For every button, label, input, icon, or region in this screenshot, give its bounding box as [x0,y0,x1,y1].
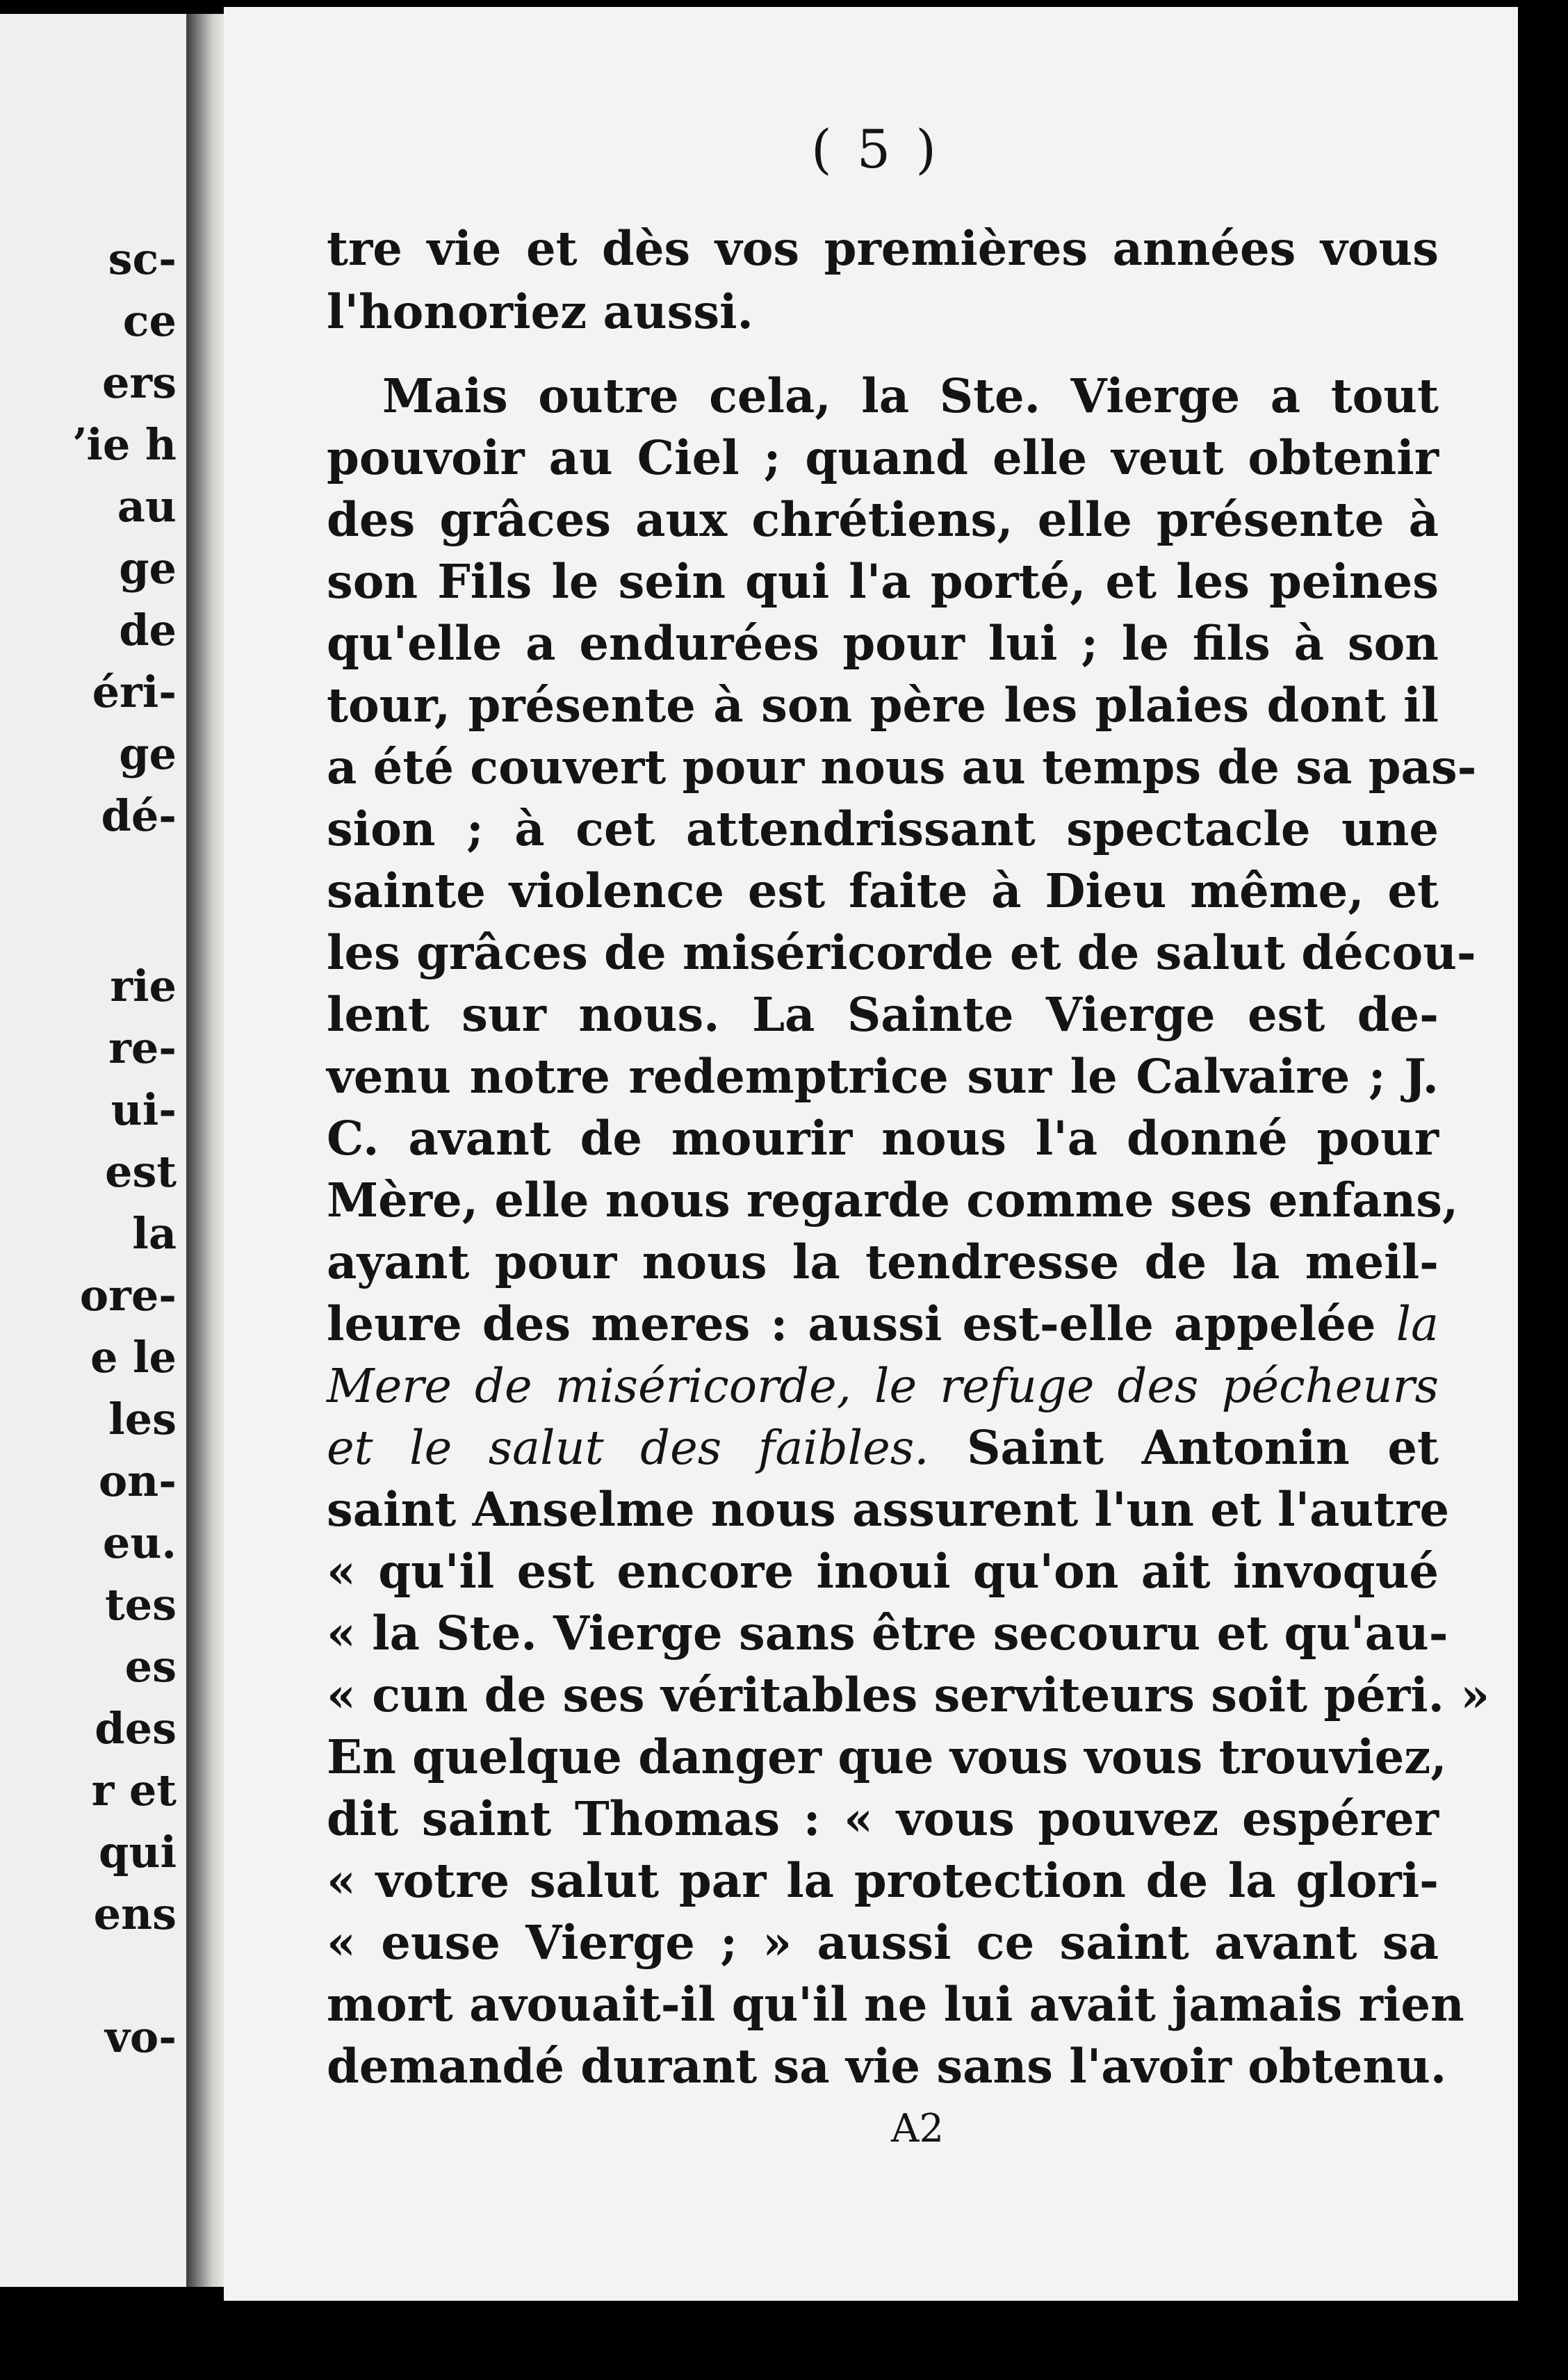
text-line: leure des meres : aussi est-elle appelée la [327,1296,1439,1351]
text-line: des grâces aux chrétiens, elle présente à [327,492,1439,547]
left-page-fragment: re- [108,1022,177,1073]
left-page-fragment: sc- [108,234,177,284]
text-line: saint Anselme nous assurent l'un et l'autre [327,1482,1450,1537]
text-line: Mere de miséricorde, le refuge des pécheurs [327,1359,1439,1413]
left-page-fragment: ens [93,1889,177,1939]
text-line: et le salut des faibles. Saint Antonin et [327,1420,1439,1475]
left-page-fragment: qui [99,1827,177,1877]
left-page-fragment: rie [110,961,177,1011]
text-line: En quelque danger que vous vous trouviez, [327,1729,1447,1784]
left-page-fragment: est [105,1146,177,1197]
text-line: tre vie et dès vos premières années vous [327,221,1439,276]
left-page-fragment: tes [105,1579,177,1630]
text-line: son Fils le sein qui l'a porté, et les peines [327,554,1439,609]
text-line: « euse Vierge ; » aussi ce saint avant sa [327,1915,1439,1970]
left-page-fragment: des [95,1703,177,1754]
text-line: l'honoriez aussi. [327,284,753,339]
left-page-fragment: ge [119,543,177,594]
left-page-fragment: ers [101,357,177,408]
left-page-fragment: r et [91,1765,177,1816]
left-page [0,14,189,2287]
text-line: mort avouait-il qu'il ne lui avait jamais rien [327,1977,1464,2032]
left-page-fragment: éri- [92,667,177,717]
left-page-fragment: ce [122,295,177,346]
left-page-fragment: ui- [111,1084,177,1135]
text-line: tour, présente à son père les plaies dont il [327,678,1439,733]
text-line: C. avant de mourir nous l'a donné pour [327,1111,1439,1166]
text-line: « la Ste. Vierge sans être secouru et qu'au- [327,1606,1448,1661]
text-line: qu'elle a endurées pour lui ; le fils à son [327,616,1439,671]
left-page-fragment: es [124,1641,177,1692]
text-line: demandé durant sa vie sans l'avoir obtenu. [327,2039,1447,2094]
text-line: « qu'il est encore inoui qu'on ait invoqué [327,1544,1439,1599]
text-line: « cun de ses véritables serviteurs soit péri. » [327,1668,1490,1722]
text-line: Mère, elle nous regarde comme ses enfans, [327,1173,1459,1228]
text-line: venu notre redemptrice sur le Calvaire ; J. [327,1049,1439,1104]
left-page-fragment: au [117,481,177,532]
book-gutter [186,14,224,2287]
text-line: sainte violence est faite à Dieu même, et [327,863,1439,918]
text-line: sion ; à cet attendrissant spectacle une [327,801,1439,856]
text-line: a été couvert pour nous au temps de sa pas- [327,740,1477,794]
left-page-fragment: ʼie h [71,419,177,470]
left-page-fragment: ge [119,728,177,779]
page-number: ( 5 ) [811,118,940,180]
left-page-fragment: eu. [102,1517,177,1568]
left-page-fragment: on- [98,1456,177,1506]
left-page-fragment: de [119,605,177,655]
left-page-fragment: la [132,1208,177,1259]
text-line: « votre salut par la protection de la glori- [327,1853,1439,1908]
text-line: pouvoir au Ciel ; quand elle veut obtenir [327,430,1439,485]
text-line: ayant pour nous la tendresse de la meil- [327,1234,1439,1289]
text-line: lent sur nous. La Sainte Vierge est de- [327,987,1439,1042]
left-page-fragment: e le [90,1332,177,1383]
left-page-fragment: ore- [79,1270,177,1321]
paragraph-start: Mais outre cela, la Ste. Vierge a tout [382,368,1439,423]
text-line: dit saint Thomas : « vous pouvez espérer [327,1791,1439,1846]
left-page-fragment: vo- [104,2012,177,2062]
left-page-fragment: dé- [101,790,177,841]
left-page-fragment: les [108,1394,177,1444]
text-line: les grâces de miséricorde et de salut décou- [327,925,1476,980]
signature-mark: A2 [890,2106,945,2151]
